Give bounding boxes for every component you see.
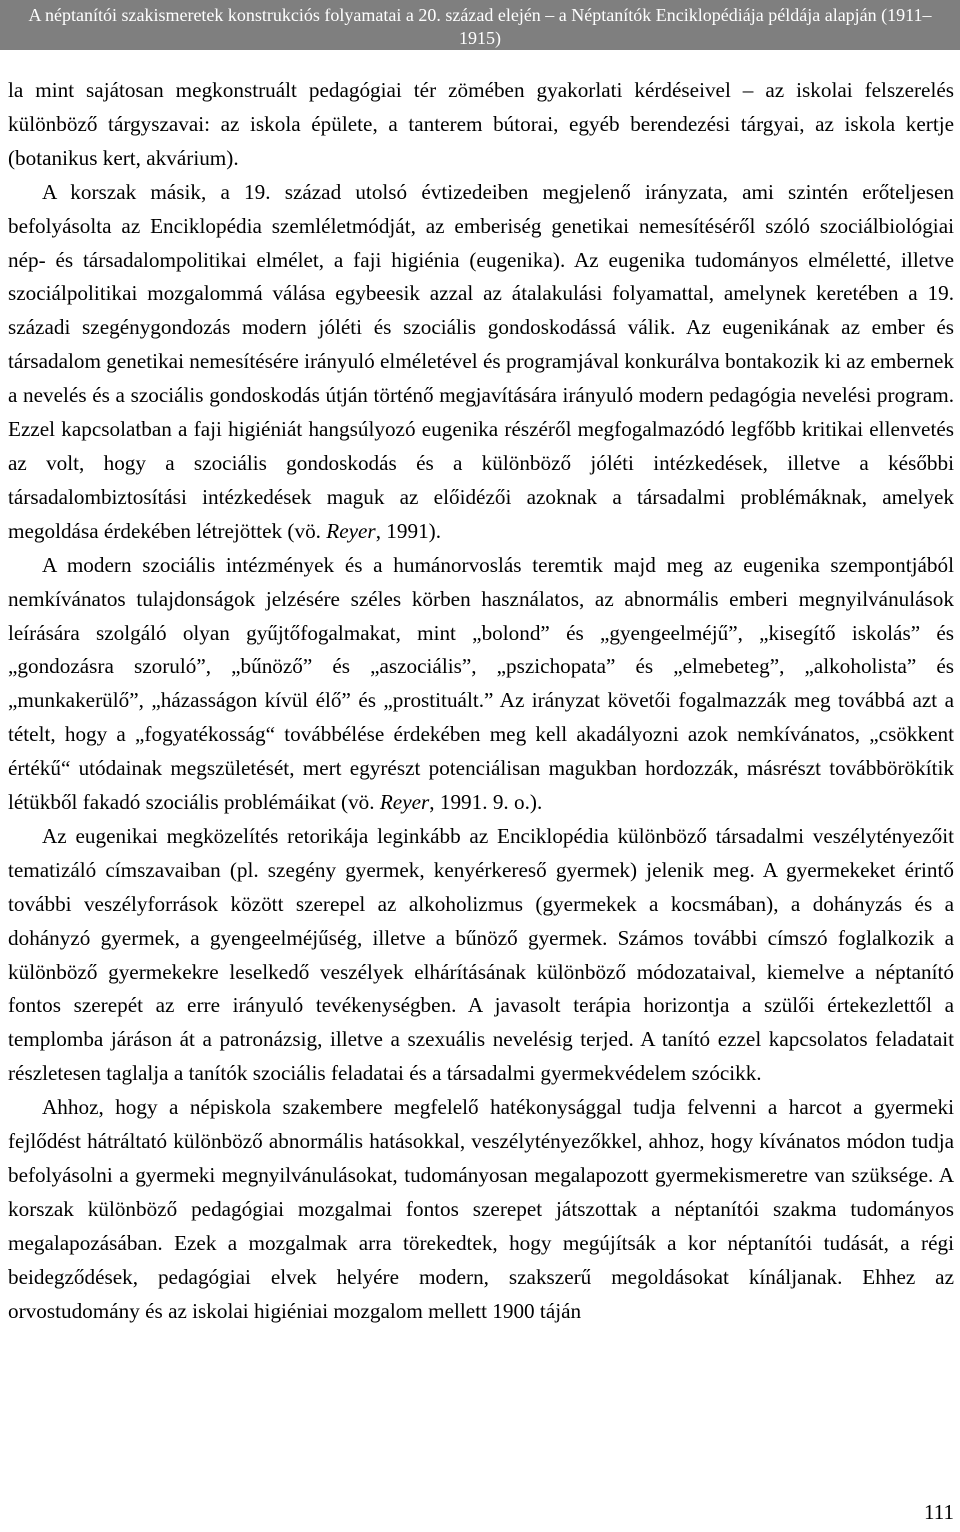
paragraph-text: A korszak másik, a 19. század utolsó évtizedeiben megjelenő irányzata, ami szintén erőteljesen befolyásolta az Enciklopédia szemléletmódját, az emberiség genetikai nemesítéséről szóló szociálbiológiai nép- és társadalompolitikai elmélet, a faji higiénia (eugenika). Az eugenika tudományos elméletté, illetve szociálpolitikai mozgalommá válása egybeesik azzal az átalakulási folyamattal, amelynek keretében a 19. századi szegénygondozás modern jóléti és szociális gondoskodássá válik. Az eugenikának az ember és társadalom genetikai nemesítésére irányuló elméletével és programjával konkurálva bontakozik ki az embernek a nevelés és a szociális gondoskodás útján történő megjavítására irányuló modern pedagógia nevelési program. Ezzel kapcsolatban a faji higiéniát hangsúlyozó eugenika részéről megfogalmazódó legfőbb kritikai ellenvetés az volt, hogy a szociális gondoskodás és a különböző jóléti intézkedések, illetve a későbbi társadalombiztosítási intézkedések maguk az előidézői azoknak a társadalmi problémáknak, amelyek megoldása érdekében létrejöttek (vö.	[8, 179, 954, 543]
body-paragraph	[8, 820, 954, 1091]
body-paragraph	[8, 549, 954, 820]
running-title: A néptanítói szakismeretek konstrukciós folyamatai a 20. század elején – a Néptanítók Enciklopédiája példája alapján (1911–1915)	[28, 5, 932, 48]
citation-author: Reyer	[379, 790, 430, 815]
running-header	[0, 0, 960, 50]
body-paragraph	[8, 74, 954, 176]
body-paragraph	[8, 176, 954, 549]
paragraph-text: , 1991. 9. o.).	[429, 790, 543, 815]
paragraph-text: Ahhoz, hogy a népiskola szakembere megfelelő hatékonysággal tudja felvenni a harcot a gyermeki fejlődést hátráltató különböző abnormális hatásokkal, veszélytényezőkkel, ahhoz, hogy kívánatos módon tudja befolyásolni a gyermeki megnyilvánulásokat, tudományosan megalapozott gyermekismeretre van szüksége. A korszak különböző pedagógiai mozgalmai fontos szerepet játszottak a néptanítói szakma tudományos megalapozásában. Ezek a mozgalmak arra törekedtek, hogy megújítsák a kor néptanítói tudását, a régi beidegződések, pedagógiai elvek helyére modern, szakszerű megoldásokat kínáljanak. Ehhez az orvostudomány és az iskolai higiéniai mozgalom mellett 1900 táján	[8, 1095, 954, 1323]
paragraph-text: A modern szociális intézmények és a humánorvoslás teremtik majd meg az eugenika szempontjából nemkívánatos tulajdonságok jelzésére széles körben használatos, az abnormális emberi megnyilvánulások leírására szolgáló olyan gyűjtőfogalmakat, mint „bolond” és „gyengeelméjű”, „kisegítő iskolás” és „gondozásra szoruló”, „bűnöző” és „aszociális”, „pszichopata” és „elmebeteg”, „alkoholista” és „munkakerülő”, „házasságon kívül élő” és „prostituált.” Az irányzat követői fogalmazzák meg továbbá azt a tételt, hogy a „fogyatékosság“ továbbélése érdekében meg kell akadályozni azok nemkívánatos, „csökkent értékű“ utódainak megszületését, mert egyrészt potenciálisan magukban hordozzák, másrészt továbbörökítik létükből fakadó szociális problémáikat (vö.	[8, 552, 954, 815]
body-paragraph	[8, 1091, 954, 1328]
paragraph-text: la mint sajátosan megkonstruált pedagógiai tér zömében gyakorlati kérdéseivel – az iskolai felszerelés különböző tárgyszavai: az iskola épülete, a tanterem bútorai, egyéb berendezési tárgyai, az iskola kertje (botanikus kert, akvárium).	[8, 78, 954, 170]
citation-author: Reyer	[326, 518, 376, 543]
body-text	[8, 74, 954, 1329]
paragraph-text: Az eugenikai megközelítés retorikája leginkább az Enciklopédia különböző társadalmi veszélytényezőit tematizáló címszavaiban (pl. szegény gyermek, kenyérkereső gyermek) jelenik meg. A gyermekeket érintő további veszélyforrások között szerepel az alkoholizmus (gyermekek a kocsmában), a dohányzás és a dohányzó gyermek, a gyengeelméjűség, illetve a bűnöző gyermek. Számos további címszó foglalkozik a különböző gyermekekre leselkedő veszélyek elhárításának különböző módozataival, kiemelve a néptanító fontos szerepét az erre irányuló tevékenységben. A javasolt terápia horizontja a szülői értekezlettől a templomba járáson át a patronázsig, illetve a szexuális nevelésig terjed. A tanító ezzel kapcsolatos feladatait részletesen taglalja a tanítók szociális feladatai és a társadalmi gyermekvédelem szócikk.	[8, 823, 954, 1086]
page-number: 111	[924, 1500, 954, 1524]
paragraph-text: , 1991).	[375, 518, 442, 543]
